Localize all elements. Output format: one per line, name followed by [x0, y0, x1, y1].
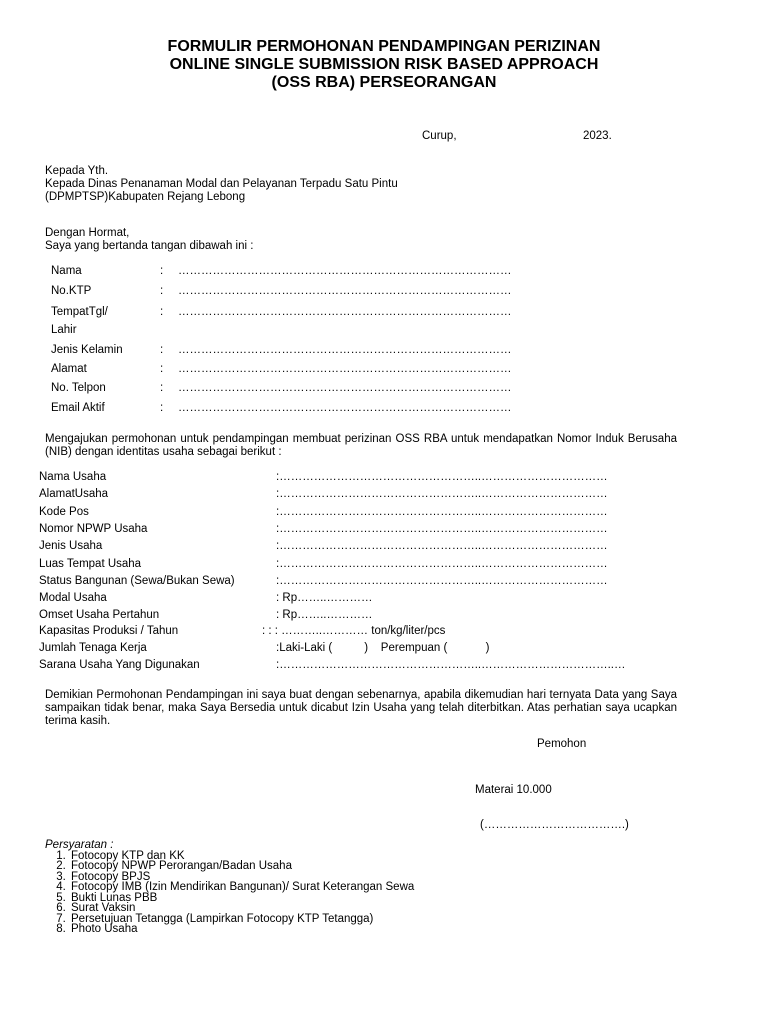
personal-field-value[interactable]: ……………………………………………………………………………: [178, 344, 512, 356]
facilities-label: Sarana Usaha Yang Digunakan: [39, 659, 200, 671]
personal-field-label: Nama: [51, 265, 82, 277]
signature-role: Pemohon: [537, 738, 587, 750]
personal-field-colon: :: [160, 402, 164, 414]
business-field-value[interactable]: : Rp……..…………: [276, 592, 373, 604]
personal-field-label: TempatTgl/: [51, 306, 108, 318]
personal-field-value[interactable]: ……………………………………………………………………………: [178, 285, 512, 297]
personal-field-label: Alamat: [51, 363, 87, 375]
personal-field-label: Email Aktif: [51, 402, 105, 414]
workers-value: :Laki-Laki ( ) Perempuan ( ): [276, 642, 490, 654]
requirement-item: 6. Surat Vaksin: [69, 903, 414, 914]
capacity-label: Kapasitas Produksi / Tahun: [39, 625, 179, 637]
capacity-value: : : : ………..………… ton/kg/liter/pcs: [262, 625, 446, 637]
business-field-value[interactable]: :……………………………………………..……………………………: [276, 575, 608, 587]
personal-field-label: Jenis Kelamin: [51, 344, 123, 356]
personal-field-colon: :: [160, 285, 164, 297]
facilities-value: :……………………………………………..……………………………..…: [276, 659, 626, 671]
personal-field-colon: :: [160, 382, 164, 394]
requirement-item: 1. Fotocopy KTP dan KK: [69, 851, 414, 862]
title-line-1: FORMULIR PERMOHONAN PENDAMPINGAN PERIZINAN: [167, 38, 601, 55]
business-field-value[interactable]: :……………………………………………..……………………………: [276, 523, 608, 535]
requirements-heading: Persyaratan :: [45, 839, 114, 851]
signature-name-line: (……………………………….): [480, 819, 629, 831]
recipient-line-3: (DPMPTSP)Kabupaten Rejang Lebong: [45, 191, 246, 203]
business-field-value[interactable]: :……………………………………………..……………………………: [276, 488, 608, 500]
personal-field-value[interactable]: ……………………………………………………………………………: [178, 363, 512, 375]
requirement-item: 8. Photo Usaha: [69, 924, 414, 935]
business-field-label: Nama Usaha: [39, 471, 107, 483]
requirement-item: 2. Fotocopy NPWP Perorangan/Badan Usaha: [69, 861, 414, 872]
personal-field-value[interactable]: ……………………………………………………………………………: [178, 265, 512, 277]
requirement-item: 3. Fotocopy BPJS: [69, 872, 414, 883]
personal-field-colon: :: [160, 306, 164, 318]
business-field-value[interactable]: : Rp……..…………: [276, 609, 373, 621]
business-field-label: Modal Usaha: [39, 592, 107, 604]
recipient-line-1: Kepada Yth.: [45, 165, 109, 177]
greeting-line-2: Saya yang bertanda tangan dibawah ini :: [45, 240, 254, 252]
business-field-value[interactable]: :……………………………………………..……………………………: [276, 558, 608, 570]
business-field-label: Luas Tempat Usaha: [39, 558, 142, 570]
personal-field-label-continuation: Lahir: [51, 324, 77, 336]
personal-field-value[interactable]: ……………………………………………………………………………: [178, 382, 512, 394]
business-field-label: Kode Pos: [39, 506, 89, 518]
business-field-label: Jenis Usaha: [39, 540, 103, 552]
personal-field-colon: :: [160, 265, 164, 277]
form-title: [0, 38, 768, 92]
requirement-item: 7. Persetujuan Tetangga (Lampirkan Fotocopy KTP Tetangga): [69, 914, 414, 925]
requirement-item: 4. Fotocopy IMB (Izin Mendirikan Bangunan)/ Surat Keterangan Sewa: [69, 882, 414, 893]
request-paragraph: Mengajukan permohonan untuk pendampingan membuat perizinan OSS RBA untuk mendapatkan Nomor Induk Berusaha (NIB) dengan identitas usaha sebagai berikut :: [45, 433, 677, 458]
business-field-label: Status Bangunan (Sewa/Bukan Sewa): [39, 575, 235, 587]
title-line-2: ONLINE SINGLE SUBMISSION RISK BASED APPROACH: [169, 56, 599, 73]
business-field-label: Omset Usaha Pertahun: [39, 609, 160, 621]
workers-label: Jumlah Tenaga Kerja: [39, 642, 147, 654]
date-place: Curup,: [422, 130, 457, 142]
requirement-item: 5. Bukti Lunas PBB: [69, 893, 414, 904]
business-field-label: AlamatUsaha: [39, 488, 109, 500]
personal-field-colon: :: [160, 363, 164, 375]
closing-paragraph: Demikian Permohonan Pendampingan ini saya buat dengan sebenarnya, apabila dikemudian hari ternyata Data yang Saya sampaikan tidak benar, maka Saya Bersedia untuk dicabut Izin Usaha yang telah diterbitkan. Atas perhatian saya ucapkan terima kasih.: [45, 689, 677, 727]
requirements-list: [45, 851, 414, 935]
personal-field-label: No. Telpon: [51, 382, 106, 394]
title-line-3: (OSS RBA) PERSEORANGAN: [271, 74, 497, 91]
business-field-value[interactable]: :……………………………………………..……………………………: [276, 506, 608, 518]
signature-stamp: Materai 10.000: [475, 784, 552, 796]
date-year: 2023.: [583, 130, 612, 142]
business-field-value[interactable]: :……………………………………………..……………………………: [276, 471, 608, 483]
requirements-section: [45, 840, 414, 935]
greeting-line-1: Dengan Hormat,: [45, 227, 130, 239]
recipient-line-2: Kepada Dinas Penanaman Modal dan Pelayanan Terpadu Satu Pintu: [45, 178, 398, 190]
personal-field-value[interactable]: ……………………………………………………………………………: [178, 306, 512, 318]
business-field-label: Nomor NPWP Usaha: [39, 523, 148, 535]
personal-field-value[interactable]: ……………………………………………………………………………: [178, 402, 512, 414]
personal-field-label: No.KTP: [51, 285, 92, 297]
personal-field-colon: :: [160, 344, 164, 356]
business-field-value[interactable]: :……………………………………………..……………………………: [276, 540, 608, 552]
